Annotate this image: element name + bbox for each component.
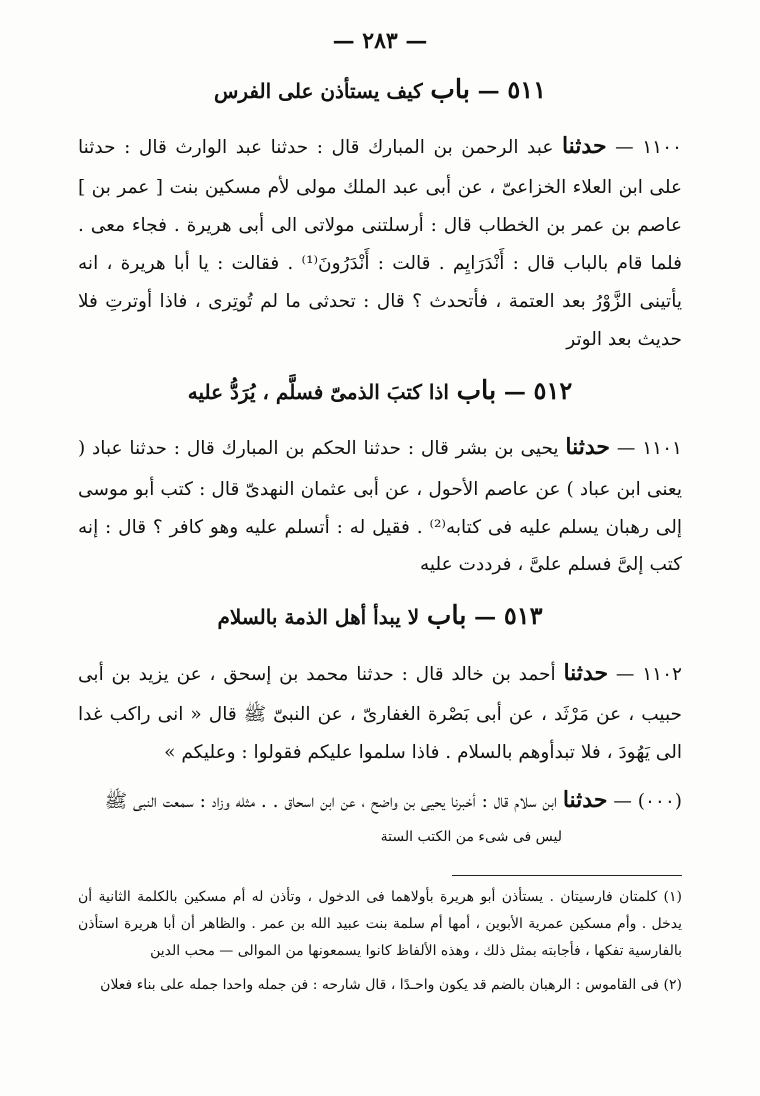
- hadith-number: ١١٠٢ —: [615, 663, 682, 685]
- chapter-heading-511: ٥١١ — باب كيف يستأذن على الفرس: [213, 75, 547, 105]
- chapter-heading-513: ٥١٣ — باب لا يبدأ أهل الذمة بالسلام: [217, 601, 543, 632]
- chapter-number: ٥١٢: [533, 376, 573, 406]
- footnote-2: (٢) فى القاموس : الرهبان بالضم قد يكون واحـدًا ، قال شارحه : فن جمله واحدا جمله على بناء فعلان: [100, 976, 682, 993]
- haddathana-word: حدثنا: [562, 786, 608, 813]
- footnote-separator: [452, 875, 682, 876]
- hadith-text: عبد الرحمن بن المبارك قال : حدثنا عبد الوارث قال : حدثنا على ابن العلاء الخزاعىّ ، عن أبى عبد الملك مولى لأم مسكين بنت [ عمر بن ] عاصم بن عمر بن الخطاب قال : أرسلتنى مولاتى الى أبى هريرة . فجاء معى . فلما قام بالباب قال : أَنْدَرَايِم . قالت : أَنْدَرُونَ⁽¹⁾ . فقالت : يا أبا هريرة ، انه يأتينى الزَّوْرُ بعد العتمة ، فأتحدث ؟ قال : تحدثى ما لم تُوتِرى ، فاذا أوترتِ فلا حديث بعد الوتر: [78, 137, 682, 351]
- hadith-text: أحمد بن خالد قال : حدثنا محمد بن إسحق ، عن يزيد بن أبى حبيب ، عن مَرْثَد ، عن أبى بَصْرة الغفارىّ ، عن النبىّ ﷺ قال « انى راكب غدا الى يَهُودَ ، فلا تبدأوهم بالسلام . فاذا سلموا عليكم فقولوا : وعليكم »: [78, 663, 682, 763]
- hadith-1100: [78, 124, 682, 359]
- chapter-title: كيف يستأذن على الفرس: [213, 79, 423, 103]
- haddathana-word: حدثنا: [565, 434, 611, 461]
- chapter-title: لا يبدأ أهل الذمة بالسلام: [217, 605, 420, 630]
- chapter-number: ٥١٣: [503, 601, 543, 631]
- page-number: — ٢٨٣ —: [332, 28, 428, 54]
- hadith-extra: [78, 778, 682, 823]
- chapter-bab-label: باب: [456, 376, 497, 407]
- hadith-1102: [78, 651, 682, 772]
- takhrij-note: ليس فى شىء من الكتب الستة: [380, 828, 562, 845]
- hadith-1101: [78, 425, 682, 584]
- hadith-number: ١١٠١ —: [616, 438, 682, 460]
- chapter-title: اذا كتبَ الذمىّ فسلَّم ، يُرَدُّ عليه: [187, 380, 449, 405]
- chapter-number: ٥١١: [507, 75, 547, 104]
- haddathana-word: حدثنا: [563, 659, 609, 686]
- haddathana-word: حدثنا: [561, 133, 607, 160]
- hadith-text: ابن سلام قال : أخبرنا يحيى بن واضح ، عن ابن اسحاق . . مثله وزاد : سمعت النبى ﷺ: [104, 790, 557, 812]
- chapter-bab-label: باب: [430, 75, 471, 105]
- chapter-bab-label: باب: [426, 601, 467, 632]
- hadith-text: يحيى بن بشر قال : حدثنا الحكم بن المبارك قال : حدثنا عباد ( يعنى ابن عباد ) عن عاصم الأحول ، عن أبى عثمان النهدىّ قال : كتب أبو موسى إلى رهبان يسلم عليه فى كتابه⁽²⁾ . فقيل له : أتسلم عليه وهو كافر ؟ قال : إنه كتب إلىَّ فسلم علىَّ ، فرددت عليه: [78, 438, 682, 576]
- hadith-number: (٠٠٠) —: [613, 790, 682, 812]
- chapter-heading-512: ٥١٢ — باب اذا كتبَ الذمىّ فسلَّم ، يُرَدُّ عليه: [187, 376, 573, 407]
- footnote-1: (١) كلمتان فارسيتان . يستأذن أبو هريرة بأولاهما فى الدخول ، وتأذن له أم مسكين بالكلمة الثانية أن يدخل . وأم مسكين عمرية الأبوين ، أمها أم سلمة بنت عبيد الله بن عمر . والظاهر أن أبا هريرة استأذن بالفارسية تفكها ، فأجابته بمثل ذلك ، وهذه الألفاظ كانوا يسمعونها من الموالى — محب الدين: [78, 888, 682, 960]
- hadith-number: ١١٠٠ —: [615, 137, 682, 159]
